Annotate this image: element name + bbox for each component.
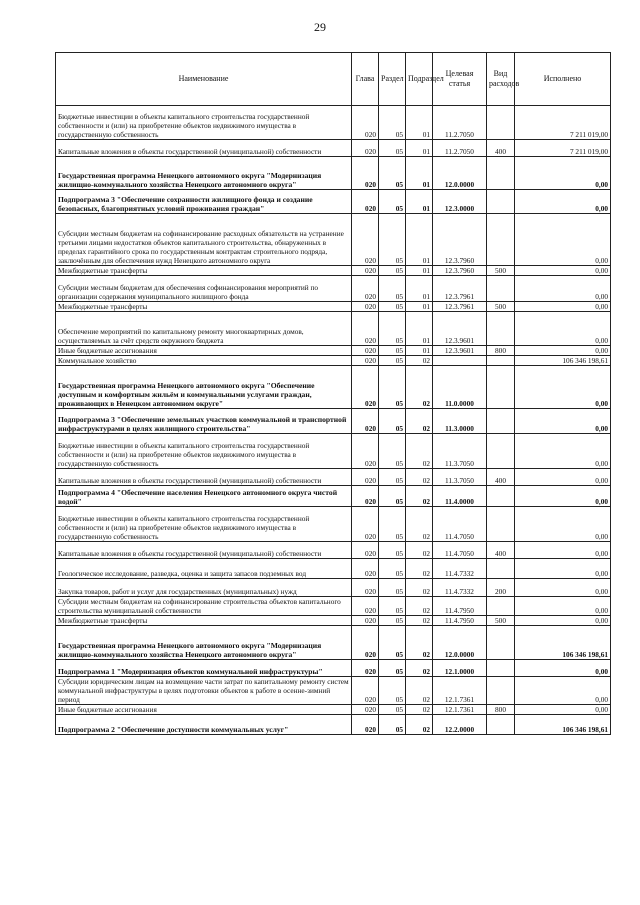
row-name: Подпрограмма 2 "Обеспечение доступности коммунальных услуг" [56, 715, 352, 735]
row-name: Государственная программа Ненецкого автономного округа "Модернизация жилищно-коммунального хозяйства Ненецкого автономного округа" [56, 626, 352, 660]
row-amount: 0,00 [515, 579, 611, 597]
row-glava: 020 [352, 559, 379, 579]
row-name: Капитальные вложения в объекты государственной (муниципальной) собственности [56, 542, 352, 559]
table-row [56, 660, 611, 677]
row-razdel: 05 [379, 579, 406, 597]
row-name: Подпрограмма 3 "Обеспечение сохранности жилищного фонда и создание безопасных, благоприятных условий проживания граждан" [56, 190, 352, 214]
table-row [56, 276, 611, 302]
table-row [56, 616, 611, 626]
row-glava: 020 [352, 276, 379, 302]
row-name: Капитальные вложения в объекты государственной (муниципальной) собственности [56, 140, 352, 157]
row-name: Государственная программа Ненецкого автономного округа "Модернизация жилищно-коммунального хозяйства Ненецкого автономного округа" [56, 157, 352, 190]
row-amount: 0,00 [515, 616, 611, 626]
row-amount: 7 211 019,00 [515, 140, 611, 157]
row-podrazdel: 02 [406, 597, 433, 616]
row-razdel: 05 [379, 266, 406, 276]
row-glava: 020 [352, 366, 379, 409]
row-podrazdel: 01 [406, 190, 433, 214]
row-glava: 020 [352, 140, 379, 157]
row-razdel: 05 [379, 106, 406, 140]
row-statya: 11.4.7950 [433, 597, 487, 616]
row-razdel: 05 [379, 542, 406, 559]
row-amount: 0,00 [515, 190, 611, 214]
row-statya: 12.3.9601 [433, 312, 487, 346]
row-statya: 11.2.7050 [433, 106, 487, 140]
row-podrazdel: 01 [406, 312, 433, 346]
row-name: Капитальные вложения в объекты государственной (муниципальной) собственности [56, 469, 352, 486]
row-podrazdel: 01 [406, 214, 433, 266]
row-podrazdel: 02 [406, 507, 433, 542]
row-statya: 11.4.7050 [433, 507, 487, 542]
row-razdel: 05 [379, 677, 406, 705]
row-podrazdel: 01 [406, 106, 433, 140]
row-podrazdel: 01 [406, 157, 433, 190]
row-name: Субсидии юридическим лицам на возмещение части затрат по капитальному ремонту систем коммунальной инфраструктуры в целях подготовки объектов к работе в осенне-зимний период [56, 677, 352, 705]
row-amount: 106 346 198,61 [515, 715, 611, 735]
row-amount: 0,00 [515, 486, 611, 507]
table-row [56, 469, 611, 486]
row-razdel: 05 [379, 597, 406, 616]
row-razdel: 05 [379, 157, 406, 190]
row-podrazdel: 02 [406, 677, 433, 705]
header-name: Наименование [56, 53, 352, 106]
row-glava: 020 [352, 266, 379, 276]
row-statya: 11.3.7050 [433, 434, 487, 469]
row-statya: 12.0.0000 [433, 157, 487, 190]
header-vid: Вид расходов [487, 53, 515, 106]
table-row [56, 626, 611, 660]
table-row [56, 705, 611, 715]
row-podrazdel: 02 [406, 715, 433, 735]
page-number: 29 [314, 20, 326, 34]
row-amount: 0,00 [515, 266, 611, 276]
row-amount: 0,00 [515, 409, 611, 434]
row-glava: 020 [352, 626, 379, 660]
table-row [56, 597, 611, 616]
row-amount: 0,00 [515, 542, 611, 559]
row-razdel: 05 [379, 626, 406, 660]
row-podrazdel: 02 [406, 486, 433, 507]
header-statya: Целевая статья [433, 53, 487, 106]
row-vid [487, 214, 515, 266]
row-vid: 500 [487, 302, 515, 312]
table-row [56, 312, 611, 346]
row-razdel: 05 [379, 302, 406, 312]
row-vid [487, 597, 515, 616]
row-name: Межбюджетные трансферты [56, 302, 352, 312]
row-podrazdel: 02 [406, 559, 433, 579]
row-glava: 020 [352, 356, 379, 366]
row-podrazdel: 02 [406, 705, 433, 715]
row-glava: 020 [352, 106, 379, 140]
row-amount: 0,00 [515, 366, 611, 409]
row-vid [487, 486, 515, 507]
row-glava: 020 [352, 542, 379, 559]
row-amount: 0,00 [515, 434, 611, 469]
table-row [56, 366, 611, 409]
row-vid [487, 190, 515, 214]
row-razdel: 05 [379, 214, 406, 266]
row-vid: 500 [487, 616, 515, 626]
table-row [56, 190, 611, 214]
header-razdel: Раздел [379, 53, 406, 106]
row-amount: 0,00 [515, 660, 611, 677]
row-vid: 400 [487, 140, 515, 157]
row-statya: 11.4.7950 [433, 616, 487, 626]
row-razdel: 05 [379, 715, 406, 735]
table-row [56, 140, 611, 157]
row-name: Бюджетные инвестиции в объекты капитального строительства государственной собственности и (или) на приобретение объектов недвижимого имущества в государственную собственность [56, 507, 352, 542]
row-glava: 020 [352, 715, 379, 735]
row-razdel: 05 [379, 276, 406, 302]
row-podrazdel: 02 [406, 626, 433, 660]
row-statya: 12.2.0000 [433, 715, 487, 735]
table-row [56, 157, 611, 190]
row-podrazdel: 02 [406, 469, 433, 486]
row-glava: 020 [352, 705, 379, 715]
table-row [56, 559, 611, 579]
row-glava: 020 [352, 486, 379, 507]
table-row [56, 346, 611, 356]
row-vid [487, 356, 515, 366]
row-name: Межбюджетные трансферты [56, 616, 352, 626]
row-podrazdel: 02 [406, 660, 433, 677]
row-name: Субсидии местным бюджетам на софинансирование расходных обязательств на устранение третьими лицами недостатков объектов капитального строительства, обнаруженных в пределах гарантийного срока по государственным контрактам строительного подряда, заключённым для обеспечения нужд Ненецкого автономного округа [56, 214, 352, 266]
table-row [56, 677, 611, 705]
row-amount: 7 211 019,00 [515, 106, 611, 140]
row-vid [487, 276, 515, 302]
row-vid: 400 [487, 469, 515, 486]
row-podrazdel: 02 [406, 356, 433, 366]
row-razdel: 05 [379, 366, 406, 409]
row-name: Государственная программа Ненецкого автономного округа "Обеспечение доступным и комфортным жильём и коммунальными услугами граждан, проживающих в Ненецком автономном округе" [56, 366, 352, 409]
row-amount: 0,00 [515, 597, 611, 616]
table-row [56, 409, 611, 434]
row-vid [487, 409, 515, 434]
row-amount: 106 346 198,61 [515, 626, 611, 660]
row-name: Закупка товаров, работ и услуг для государственных (муниципальных) нужд [56, 579, 352, 597]
row-amount: 0,00 [515, 677, 611, 705]
table-row [56, 214, 611, 266]
row-razdel: 05 [379, 434, 406, 469]
row-vid: 200 [487, 579, 515, 597]
row-vid: 500 [487, 266, 515, 276]
table-row [56, 507, 611, 542]
row-razdel: 05 [379, 140, 406, 157]
table-header-row [56, 53, 611, 106]
row-amount: 0,00 [515, 469, 611, 486]
row-statya: 11.3.0000 [433, 409, 487, 434]
row-glava: 020 [352, 312, 379, 346]
row-glava: 020 [352, 507, 379, 542]
row-amount: 0,00 [515, 214, 611, 266]
row-razdel: 05 [379, 559, 406, 579]
row-razdel: 05 [379, 469, 406, 486]
row-podrazdel: 01 [406, 302, 433, 312]
row-vid [487, 559, 515, 579]
row-name: Геологическое исследование, разведка, оценка и защита запасов подземных вод [56, 559, 352, 579]
row-statya: 12.3.7960 [433, 266, 487, 276]
row-statya: 11.4.7332 [433, 579, 487, 597]
row-statya: 11.4.7332 [433, 559, 487, 579]
row-razdel: 05 [379, 660, 406, 677]
row-name: Подпрограмма 1 "Модернизация объектов коммунальной инфраструктуры" [56, 660, 352, 677]
row-podrazdel: 01 [406, 266, 433, 276]
row-glava: 020 [352, 157, 379, 190]
row-name: Иные бюджетные ассигнования [56, 346, 352, 356]
row-razdel: 05 [379, 346, 406, 356]
row-razdel: 05 [379, 356, 406, 366]
row-glava: 020 [352, 409, 379, 434]
row-glava: 020 [352, 579, 379, 597]
row-glava: 020 [352, 597, 379, 616]
row-glava: 020 [352, 346, 379, 356]
row-name: Коммунальное хозяйство [56, 356, 352, 366]
row-vid [487, 660, 515, 677]
row-vid [487, 626, 515, 660]
row-vid: 800 [487, 705, 515, 715]
row-statya: 11.2.7050 [433, 140, 487, 157]
row-razdel: 05 [379, 409, 406, 434]
row-statya: 12.1.7361 [433, 705, 487, 715]
row-amount: 0,00 [515, 346, 611, 356]
row-vid [487, 715, 515, 735]
row-amount: 0,00 [515, 157, 611, 190]
row-name: Обеспечение мероприятий по капитальному ремонту многоквартирных домов, осуществляемых за счёт средств окружного бюджета [56, 312, 352, 346]
table-row [56, 106, 611, 140]
row-name: Подпрограмма 4 "Обеспечение населения Ненецкого автономного округа чистой водой" [56, 486, 352, 507]
row-glava: 020 [352, 677, 379, 705]
row-glava: 020 [352, 190, 379, 214]
row-glava: 020 [352, 469, 379, 486]
row-podrazdel: 02 [406, 409, 433, 434]
table-body [56, 106, 611, 735]
row-podrazdel: 02 [406, 616, 433, 626]
row-glava: 020 [352, 214, 379, 266]
row-name: Бюджетные инвестиции в объекты капитального строительства государственной собственности и (или) на приобретение объектов недвижимого имущества в государственную собственность [56, 106, 352, 140]
row-vid [487, 507, 515, 542]
row-statya: 12.3.0000 [433, 190, 487, 214]
row-vid: 400 [487, 542, 515, 559]
row-statya: 11.4.7050 [433, 542, 487, 559]
row-statya [433, 356, 487, 366]
row-amount: 0,00 [515, 276, 611, 302]
row-amount: 0,00 [515, 507, 611, 542]
row-statya: 12.3.7961 [433, 302, 487, 312]
row-podrazdel: 02 [406, 579, 433, 597]
row-name: Межбюджетные трансферты [56, 266, 352, 276]
row-statya: 12.3.9601 [433, 346, 487, 356]
row-statya: 12.3.7961 [433, 276, 487, 302]
row-name: Субсидии местным бюджетам на софинансирование строительства объектов капитального строительства муниципальной собственности [56, 597, 352, 616]
row-amount: 0,00 [515, 302, 611, 312]
row-statya: 11.3.7050 [433, 469, 487, 486]
row-podrazdel: 02 [406, 366, 433, 409]
row-razdel: 05 [379, 705, 406, 715]
row-podrazdel: 02 [406, 542, 433, 559]
row-vid [487, 106, 515, 140]
row-statya: 11.4.0000 [433, 486, 487, 507]
budget-table [55, 52, 611, 735]
header-amount: Исполнено [515, 53, 611, 106]
row-vid [487, 157, 515, 190]
table-row [56, 579, 611, 597]
table-row [56, 266, 611, 276]
row-razdel: 05 [379, 190, 406, 214]
header-podrazdel: Подраздел [406, 53, 433, 106]
table-row [56, 715, 611, 735]
row-glava: 020 [352, 434, 379, 469]
row-vid [487, 366, 515, 409]
row-glava: 020 [352, 660, 379, 677]
row-podrazdel: 01 [406, 346, 433, 356]
row-statya: 12.3.7960 [433, 214, 487, 266]
row-vid [487, 434, 515, 469]
row-statya: 12.1.0000 [433, 660, 487, 677]
row-podrazdel: 01 [406, 140, 433, 157]
row-podrazdel: 02 [406, 434, 433, 469]
row-name: Подпрограмма 3 "Обеспечение земельных участков коммунальной и транспортной инфраструктурами в целях жилищного строительства" [56, 409, 352, 434]
row-podrazdel: 01 [406, 276, 433, 302]
row-glava: 020 [352, 616, 379, 626]
row-glava: 020 [352, 302, 379, 312]
row-razdel: 05 [379, 312, 406, 346]
row-amount: 106 346 198,61 [515, 356, 611, 366]
row-razdel: 05 [379, 486, 406, 507]
row-statya: 12.1.7361 [433, 677, 487, 705]
row-amount: 0,00 [515, 559, 611, 579]
table-row [56, 542, 611, 559]
table-row [56, 356, 611, 366]
row-name: Субсидии местным бюджетам для обеспечения софинансирования мероприятий по организации содержания муниципального жилищного фонда [56, 276, 352, 302]
row-name: Иные бюджетные ассигнования [56, 705, 352, 715]
row-name: Бюджетные инвестиции в объекты капитального строительства государственной собственности и (или) на приобретение объектов недвижимого имущества в государственную собственность [56, 434, 352, 469]
table-row [56, 302, 611, 312]
table-row [56, 486, 611, 507]
row-statya: 12.0.0000 [433, 626, 487, 660]
row-vid [487, 312, 515, 346]
row-vid: 800 [487, 346, 515, 356]
table-row [56, 434, 611, 469]
row-statya: 11.0.0000 [433, 366, 487, 409]
row-amount: 0,00 [515, 705, 611, 715]
row-razdel: 05 [379, 616, 406, 626]
row-vid [487, 677, 515, 705]
header-glava: Глава [352, 53, 379, 106]
row-razdel: 05 [379, 507, 406, 542]
row-amount: 0,00 [515, 312, 611, 346]
